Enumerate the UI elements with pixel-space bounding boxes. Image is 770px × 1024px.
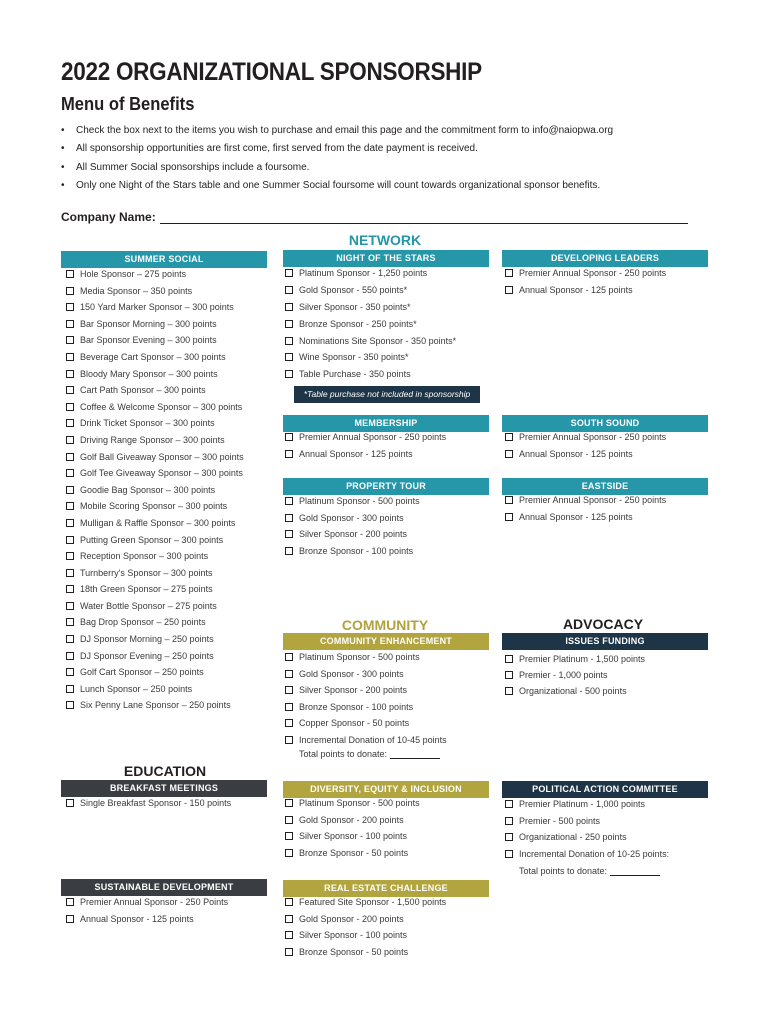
community-donation-total — [299, 749, 440, 759]
sponsorship-option[interactable] — [61, 798, 231, 815]
sponsorship-option-label: Premier Annual Sponsor - 250 points — [519, 268, 667, 278]
sponsorship-option-label: Gold Sponsor - 300 points — [299, 668, 404, 679]
sponsorship-option-label: Premier Platinum - 1,000 points — [519, 799, 646, 809]
category-advocacy: ADVOCACY — [562, 616, 644, 632]
checkbox-icon[interactable] — [66, 799, 74, 807]
sponsorship-option-label: Six Penny Lane Sponsor – 250 points — [80, 700, 231, 711]
checkbox-icon[interactable] — [505, 833, 513, 841]
sponsorship-option-label: Coffee & Welcome Sponsor – 300 points — [80, 401, 243, 412]
sponsorship-option[interactable] — [61, 700, 244, 717]
checkbox-icon[interactable] — [285, 849, 293, 857]
sponsorship-option[interactable] — [280, 831, 420, 848]
sponsorship-option[interactable] — [280, 815, 420, 832]
sponsorship-option[interactable] — [280, 336, 456, 353]
sponsorship-option-label: Gold Sponsor - 550 points* — [299, 284, 408, 295]
sustainable-development-list — [61, 897, 228, 930]
sponsorship-option[interactable] — [500, 495, 666, 512]
night-of-the-stars-list — [280, 268, 456, 386]
sponsorship-option-label: DJ Sponsor Evening – 250 points — [80, 650, 214, 661]
checkbox-icon[interactable] — [505, 496, 513, 504]
sponsorship-option-label: Single Breakfast Sponsor - 150 points — [80, 798, 232, 808]
checkbox-icon[interactable] — [66, 915, 74, 923]
checkbox-icon[interactable] — [285, 816, 293, 824]
checkbox-icon[interactable] — [66, 502, 74, 510]
sponsorship-option-label: Hole Sponsor – 275 points — [80, 269, 187, 279]
sponsorship-option[interactable] — [500, 432, 666, 449]
checkbox-icon[interactable] — [66, 701, 74, 709]
sponsorship-option-label: Drink Ticket Sponsor – 300 points — [80, 418, 215, 429]
section-header-breakfast-meetings: BREAKFAST MEETINGS — [61, 780, 267, 797]
sponsorship-option[interactable] — [280, 848, 420, 865]
sponsorship-option[interactable] — [61, 601, 244, 618]
sponsorship-option-label: Bronze Sponsor - 250 points* — [299, 318, 417, 329]
checkbox-icon[interactable] — [285, 353, 293, 361]
checkbox-icon[interactable] — [285, 670, 293, 678]
checkbox-icon[interactable] — [285, 898, 293, 906]
sponsorship-option-label: Silver Sponsor - 100 points — [299, 930, 408, 941]
sponsorship-option[interactable] — [61, 651, 244, 668]
sponsorship-option[interactable] — [61, 617, 244, 634]
sponsorship-option-label: Bar Sponsor Morning – 300 points — [80, 318, 217, 329]
section-header-sustainable-development: SUSTAINABLE DEVELOPMENT — [61, 879, 267, 896]
sponsorship-option-label: Putting Green Sponsor – 300 points — [80, 534, 224, 545]
checkbox-icon[interactable] — [285, 497, 293, 505]
sponsorship-option-label: Bloody Mary Sponsor – 300 points — [80, 368, 218, 379]
sponsorship-option[interactable] — [61, 418, 244, 435]
checkbox-icon[interactable] — [66, 519, 74, 527]
sponsorship-option-label: Bronze Sponsor - 100 points — [299, 701, 414, 712]
community-enhancement-list — [280, 652, 447, 752]
sponsorship-option[interactable] — [500, 670, 645, 686]
sponsorship-option-label: DJ Sponsor Morning – 250 points — [80, 634, 214, 645]
company-name-row — [61, 210, 688, 224]
section-header-night-of-the-stars: NIGHT OF THE STARS — [283, 250, 489, 267]
checkbox-icon[interactable] — [505, 433, 513, 441]
sponsorship-option[interactable] — [280, 914, 446, 931]
sponsorship-option[interactable] — [61, 501, 244, 518]
checkbox-icon[interactable] — [285, 433, 293, 441]
sponsorship-option[interactable] — [61, 302, 244, 319]
sponsorship-option-label: Organizational - 500 points — [519, 686, 627, 697]
sponsorship-option[interactable] — [500, 512, 666, 529]
sponsorship-option[interactable] — [500, 816, 669, 833]
total-points-label: Total points to donate: — [299, 749, 388, 759]
sponsorship-option[interactable] — [61, 269, 244, 286]
property-tour-list — [280, 496, 420, 563]
checkbox-icon[interactable] — [285, 286, 293, 294]
sponsorship-option[interactable] — [61, 897, 228, 914]
sponsorship-option-label: Golf Tee Giveaway Sponsor – 300 points — [80, 468, 243, 479]
sponsorship-option[interactable] — [61, 468, 244, 485]
sponsorship-option-label: Bronze Sponsor - 50 points — [299, 848, 409, 859]
sponsorship-option-label: Golf Cart Sponsor – 250 points — [80, 667, 204, 678]
checkbox-icon[interactable] — [66, 370, 74, 378]
sponsorship-option[interactable] — [280, 302, 456, 319]
checkbox-icon[interactable] — [66, 585, 74, 593]
page-subtitle: Menu of Benefits — [61, 94, 195, 114]
sponsorship-option-label: Wine Sponsor - 350 points* — [299, 352, 409, 363]
checkbox-icon[interactable] — [285, 931, 293, 939]
checkbox-icon[interactable] — [505, 655, 513, 663]
sponsorship-option[interactable] — [280, 702, 447, 719]
sponsorship-option[interactable] — [280, 669, 447, 686]
checkbox-icon[interactable] — [66, 320, 74, 328]
sponsorship-option[interactable] — [500, 285, 666, 302]
sponsorship-option-label: Premier Annual Sponsor - 250 points — [519, 495, 667, 505]
sponsorship-option[interactable] — [61, 452, 244, 469]
sponsorship-option-label: Bronze Sponsor - 50 points — [299, 947, 409, 958]
sponsorship-option-label: Premier - 500 points — [519, 815, 601, 826]
sponsorship-option-label: Gold Sponsor - 200 points — [299, 913, 404, 924]
checkbox-icon[interactable] — [66, 436, 74, 444]
checkbox-icon[interactable] — [505, 850, 513, 858]
checkbox-icon[interactable] — [66, 668, 74, 676]
total-points-field[interactable] — [610, 868, 660, 876]
checkbox-icon[interactable] — [66, 552, 74, 560]
total-points-field[interactable] — [390, 751, 440, 759]
sponsorship-option-label: Organizational - 250 points — [519, 832, 627, 843]
membership-list — [280, 432, 446, 465]
checkbox-icon[interactable] — [66, 453, 74, 461]
section-header-issues-funding: ISSUES FUNDING — [502, 633, 708, 650]
sponsorship-option[interactable] — [61, 402, 244, 419]
real-estate-challenge-list — [280, 897, 446, 964]
sponsorship-option[interactable] — [500, 449, 666, 466]
sponsorship-option-label: Nominations Site Sponsor - 350 points* — [299, 335, 457, 346]
sponsorship-option[interactable] — [61, 584, 244, 601]
sponsorship-option[interactable] — [280, 319, 456, 336]
sponsorship-option-label: 150 Yard Marker Sponsor – 300 points — [80, 302, 234, 313]
section-header-community-enhancement: COMMUNITY ENHANCEMENT — [283, 633, 489, 650]
sponsorship-option-label: Premier Annual Sponsor - 250 Points — [80, 897, 229, 907]
sponsorship-option[interactable] — [500, 686, 645, 702]
checkbox-icon[interactable] — [285, 703, 293, 711]
sponsorship-option-label: Driving Range Sponsor – 300 points — [80, 434, 225, 445]
section-header-property-tour: PROPERTY TOUR — [283, 478, 489, 495]
sponsorship-option-label: Annual Sponsor - 125 points — [299, 448, 413, 459]
sponsorship-option-label: Reception Sponsor – 300 points — [80, 551, 209, 562]
checkbox-icon[interactable] — [285, 547, 293, 555]
checkbox-icon[interactable] — [505, 687, 513, 695]
table-purchase-note: *Table purchase not included in sponsorship — [294, 386, 480, 403]
sponsorship-option-label: Beverage Cart Sponsor – 300 points — [80, 351, 226, 362]
checkbox-icon[interactable] — [505, 817, 513, 825]
checkbox-icon[interactable] — [66, 602, 74, 610]
sponsorship-option-label: Annual Sponsor - 125 points — [519, 284, 633, 295]
checkbox-icon[interactable] — [285, 337, 293, 345]
sponsorship-option-label: Annual Sponsor - 125 points — [519, 511, 633, 522]
checkbox-icon[interactable] — [66, 353, 74, 361]
sponsorship-option[interactable] — [61, 286, 244, 303]
sponsorship-option[interactable] — [61, 369, 244, 386]
sponsorship-option[interactable] — [280, 546, 420, 563]
sponsorship-option-label: Annual Sponsor - 125 points — [80, 913, 194, 924]
sponsorship-option-label: Mulligan & Raffle Sponsor – 300 points — [80, 517, 236, 528]
checkbox-icon[interactable] — [285, 686, 293, 694]
sponsorship-option-label: Silver Sponsor - 200 points — [299, 685, 408, 696]
sponsorship-option[interactable] — [500, 832, 669, 849]
sponsorship-option-label: Gold Sponsor - 200 points — [299, 814, 404, 825]
sponsorship-option-label: Media Sponsor – 350 points — [80, 285, 193, 296]
sponsorship-option[interactable] — [280, 449, 446, 466]
checkbox-icon[interactable] — [285, 736, 293, 744]
checkbox-icon[interactable] — [285, 303, 293, 311]
pac-donation-total — [519, 866, 660, 876]
section-header-pac: POLITICAL ACTION COMMITTEE — [502, 781, 708, 798]
checkbox-icon[interactable] — [285, 719, 293, 727]
sponsorship-option-label: Featured Site Sponsor - 1,500 points — [299, 897, 447, 907]
sponsorship-option-label: Premier Annual Sponsor - 250 points — [519, 432, 667, 442]
sponsorship-option[interactable] — [61, 535, 244, 552]
sponsorship-option[interactable] — [61, 914, 228, 931]
pac-list — [500, 799, 669, 865]
checkbox-icon[interactable] — [66, 652, 74, 660]
sponsorship-option[interactable] — [280, 369, 456, 386]
sponsorship-option[interactable] — [61, 335, 244, 352]
sponsorship-option-label: Lunch Sponsor – 250 points — [80, 683, 193, 694]
instruction-item: • Only one Night of the Stars table and one Summer Social foursome will count towards organizational sponsor benefits. — [61, 179, 613, 197]
sponsorship-option-label: Water Bottle Sponsor – 275 points — [80, 600, 217, 611]
summer-social-list — [61, 269, 244, 717]
checkbox-icon[interactable] — [285, 948, 293, 956]
dei-list — [280, 798, 420, 865]
developing-leaders-list — [500, 268, 666, 302]
eastside-list — [500, 495, 666, 528]
section-header-real-estate-challenge: REAL ESTATE CHALLENGE — [283, 880, 489, 897]
sponsorship-option[interactable] — [280, 268, 456, 285]
checkbox-icon[interactable] — [66, 403, 74, 411]
sponsorship-option[interactable] — [61, 435, 244, 452]
sponsorship-option[interactable] — [61, 634, 244, 651]
checkbox-icon[interactable] — [66, 685, 74, 693]
sponsorship-option-label: Incremental Donation of 10-25 points: — [519, 848, 670, 859]
sponsorship-option[interactable] — [61, 518, 244, 535]
instruction-item: • All sponsorship opportunities are first come, first served from the date payment is received. — [61, 142, 613, 160]
sponsorship-option[interactable] — [280, 529, 420, 546]
sponsorship-option[interactable] — [500, 849, 669, 866]
sponsorship-option-label: Copper Sponsor - 50 points — [299, 718, 410, 729]
checkbox-icon[interactable] — [505, 450, 513, 458]
sponsorship-option[interactable] — [280, 930, 446, 947]
checkbox-icon[interactable] — [505, 269, 513, 277]
sponsorship-option[interactable] — [280, 897, 446, 914]
checkbox-icon[interactable] — [285, 799, 293, 807]
sponsorship-option[interactable] — [280, 513, 420, 530]
sponsorship-option-label: Premier - 1,000 points — [519, 670, 608, 681]
sponsorship-option[interactable] — [280, 798, 420, 815]
sponsorship-option[interactable] — [61, 485, 244, 502]
sponsorship-option-label: Golf Ball Giveaway Sponsor – 300 points — [80, 451, 244, 462]
sponsorship-option-label: Table Purchase - 350 points — [299, 369, 411, 380]
sponsorship-option[interactable] — [500, 268, 666, 285]
sponsorship-option[interactable] — [280, 285, 456, 302]
sponsorship-option[interactable] — [61, 568, 244, 585]
section-header-developing-leaders: DEVELOPING LEADERS — [502, 250, 708, 267]
company-name-field[interactable] — [160, 212, 688, 224]
checkbox-icon[interactable] — [66, 419, 74, 427]
checkbox-icon[interactable] — [66, 287, 74, 295]
sponsorship-option-label: Platinum Sponsor - 500 points — [299, 496, 420, 506]
sponsorship-option-label: Bronze Sponsor - 100 points — [299, 546, 414, 557]
sponsorship-option-label: Annual Sponsor - 125 points — [519, 448, 633, 459]
total-points-label: Total points to donate: — [519, 866, 608, 876]
sponsorship-option-label: Silver Sponsor - 350 points* — [299, 301, 411, 312]
checkbox-icon[interactable] — [505, 671, 513, 679]
sponsorship-option[interactable] — [280, 685, 447, 702]
checkbox-icon[interactable] — [66, 270, 74, 278]
sponsorship-option-label: Silver Sponsor - 200 points — [299, 529, 408, 540]
category-network: NETWORK — [348, 232, 422, 248]
page-title: 2022 ORGANIZATIONAL SPONSORSHIP — [61, 58, 482, 86]
checkbox-icon[interactable] — [66, 618, 74, 626]
south-sound-list — [500, 432, 666, 466]
sponsorship-option-label: 18th Green Sponsor – 275 points — [80, 584, 213, 595]
section-header-eastside: EASTSIDE — [502, 478, 708, 495]
checkbox-icon[interactable] — [66, 536, 74, 544]
checkbox-icon[interactable] — [285, 450, 293, 458]
instruction-item: • All Summer Social sponsorships include a foursome. — [61, 161, 613, 179]
section-header-dei: DIVERSITY, EQUITY & INCLUSION — [283, 781, 489, 798]
sponsorship-option[interactable] — [280, 947, 446, 964]
sponsorship-option-label: Platinum Sponsor - 500 points — [299, 652, 420, 662]
checkbox-icon[interactable] — [66, 336, 74, 344]
sponsorship-option-label: Cart Path Sponsor – 300 points — [80, 385, 206, 396]
sponsorship-option-label: Platinum Sponsor - 500 points — [299, 798, 420, 808]
sponsorship-option[interactable] — [61, 667, 244, 684]
checkbox-icon[interactable] — [66, 635, 74, 643]
sponsorship-option[interactable] — [500, 654, 645, 670]
checkbox-icon[interactable] — [66, 898, 74, 906]
sponsorship-option[interactable] — [280, 718, 447, 735]
checkbox-icon[interactable] — [285, 653, 293, 661]
section-header-south-sound: SOUTH SOUND — [502, 415, 708, 432]
sponsorship-option-label: Bag Drop Sponsor – 250 points — [80, 617, 206, 628]
checkbox-icon[interactable] — [285, 320, 293, 328]
checkbox-icon[interactable] — [285, 514, 293, 522]
sponsorship-option[interactable] — [61, 385, 244, 402]
sponsorship-option-label: Mobile Scoring Sponsor – 300 points — [80, 501, 228, 512]
sponsorship-option[interactable] — [61, 319, 244, 336]
section-header-membership: MEMBERSHIP — [283, 415, 489, 432]
sponsorship-option-label: Bar Sponsor Evening – 300 points — [80, 335, 217, 346]
instructions-list — [61, 124, 613, 197]
sponsorship-option-label: Platinum Sponsor - 1,250 points — [299, 268, 428, 278]
sponsorship-option-label: Silver Sponsor - 100 points — [299, 831, 408, 842]
instruction-item: • Check the box next to the items you wish to purchase and email this page and the commitment form to info@naiopwa.org — [61, 124, 613, 142]
checkbox-icon[interactable] — [66, 469, 74, 477]
checkbox-icon[interactable] — [285, 269, 293, 277]
sponsorship-option-label: Incremental Donation of 10-45 points — [299, 734, 447, 745]
sponsorship-option-label: Premier Annual Sponsor - 250 points — [299, 432, 447, 442]
sponsorship-option-label: Goodie Bag Sponsor – 300 points — [80, 484, 216, 495]
checkbox-icon[interactable] — [505, 286, 513, 294]
checkbox-icon[interactable] — [66, 486, 74, 494]
category-community: COMMUNITY — [341, 617, 429, 633]
sponsorship-option[interactable] — [280, 652, 447, 669]
company-name-label: Company Name: — [61, 210, 156, 224]
sponsorship-option[interactable] — [61, 551, 244, 568]
sponsorship-option[interactable] — [500, 799, 669, 816]
section-header-summer-social: SUMMER SOCIAL — [61, 251, 267, 268]
checkbox-icon[interactable] — [285, 832, 293, 840]
breakfast-meetings-list — [61, 798, 231, 815]
checkbox-icon[interactable] — [66, 569, 74, 577]
checkbox-icon[interactable] — [285, 370, 293, 378]
sponsorship-option-label: Turnberry's Sponsor – 300 points — [80, 567, 213, 578]
sponsorship-option[interactable] — [280, 432, 446, 449]
sponsorship-option[interactable] — [61, 352, 244, 369]
checkbox-icon[interactable] — [285, 915, 293, 923]
checkbox-icon[interactable] — [66, 303, 74, 311]
checkbox-icon[interactable] — [285, 530, 293, 538]
checkbox-icon[interactable] — [505, 800, 513, 808]
category-education: EDUCATION — [123, 763, 207, 779]
sponsorship-option-label: Gold Sponsor - 300 points — [299, 512, 404, 523]
sponsorship-option[interactable] — [280, 496, 420, 513]
sponsorship-option-label: Premier Platinum - 1,500 points — [519, 654, 646, 664]
issues-funding-list — [500, 654, 645, 703]
checkbox-icon[interactable] — [505, 513, 513, 521]
checkbox-icon[interactable] — [66, 386, 74, 394]
sponsorship-option[interactable] — [280, 352, 456, 369]
sponsorship-option[interactable] — [61, 684, 244, 701]
